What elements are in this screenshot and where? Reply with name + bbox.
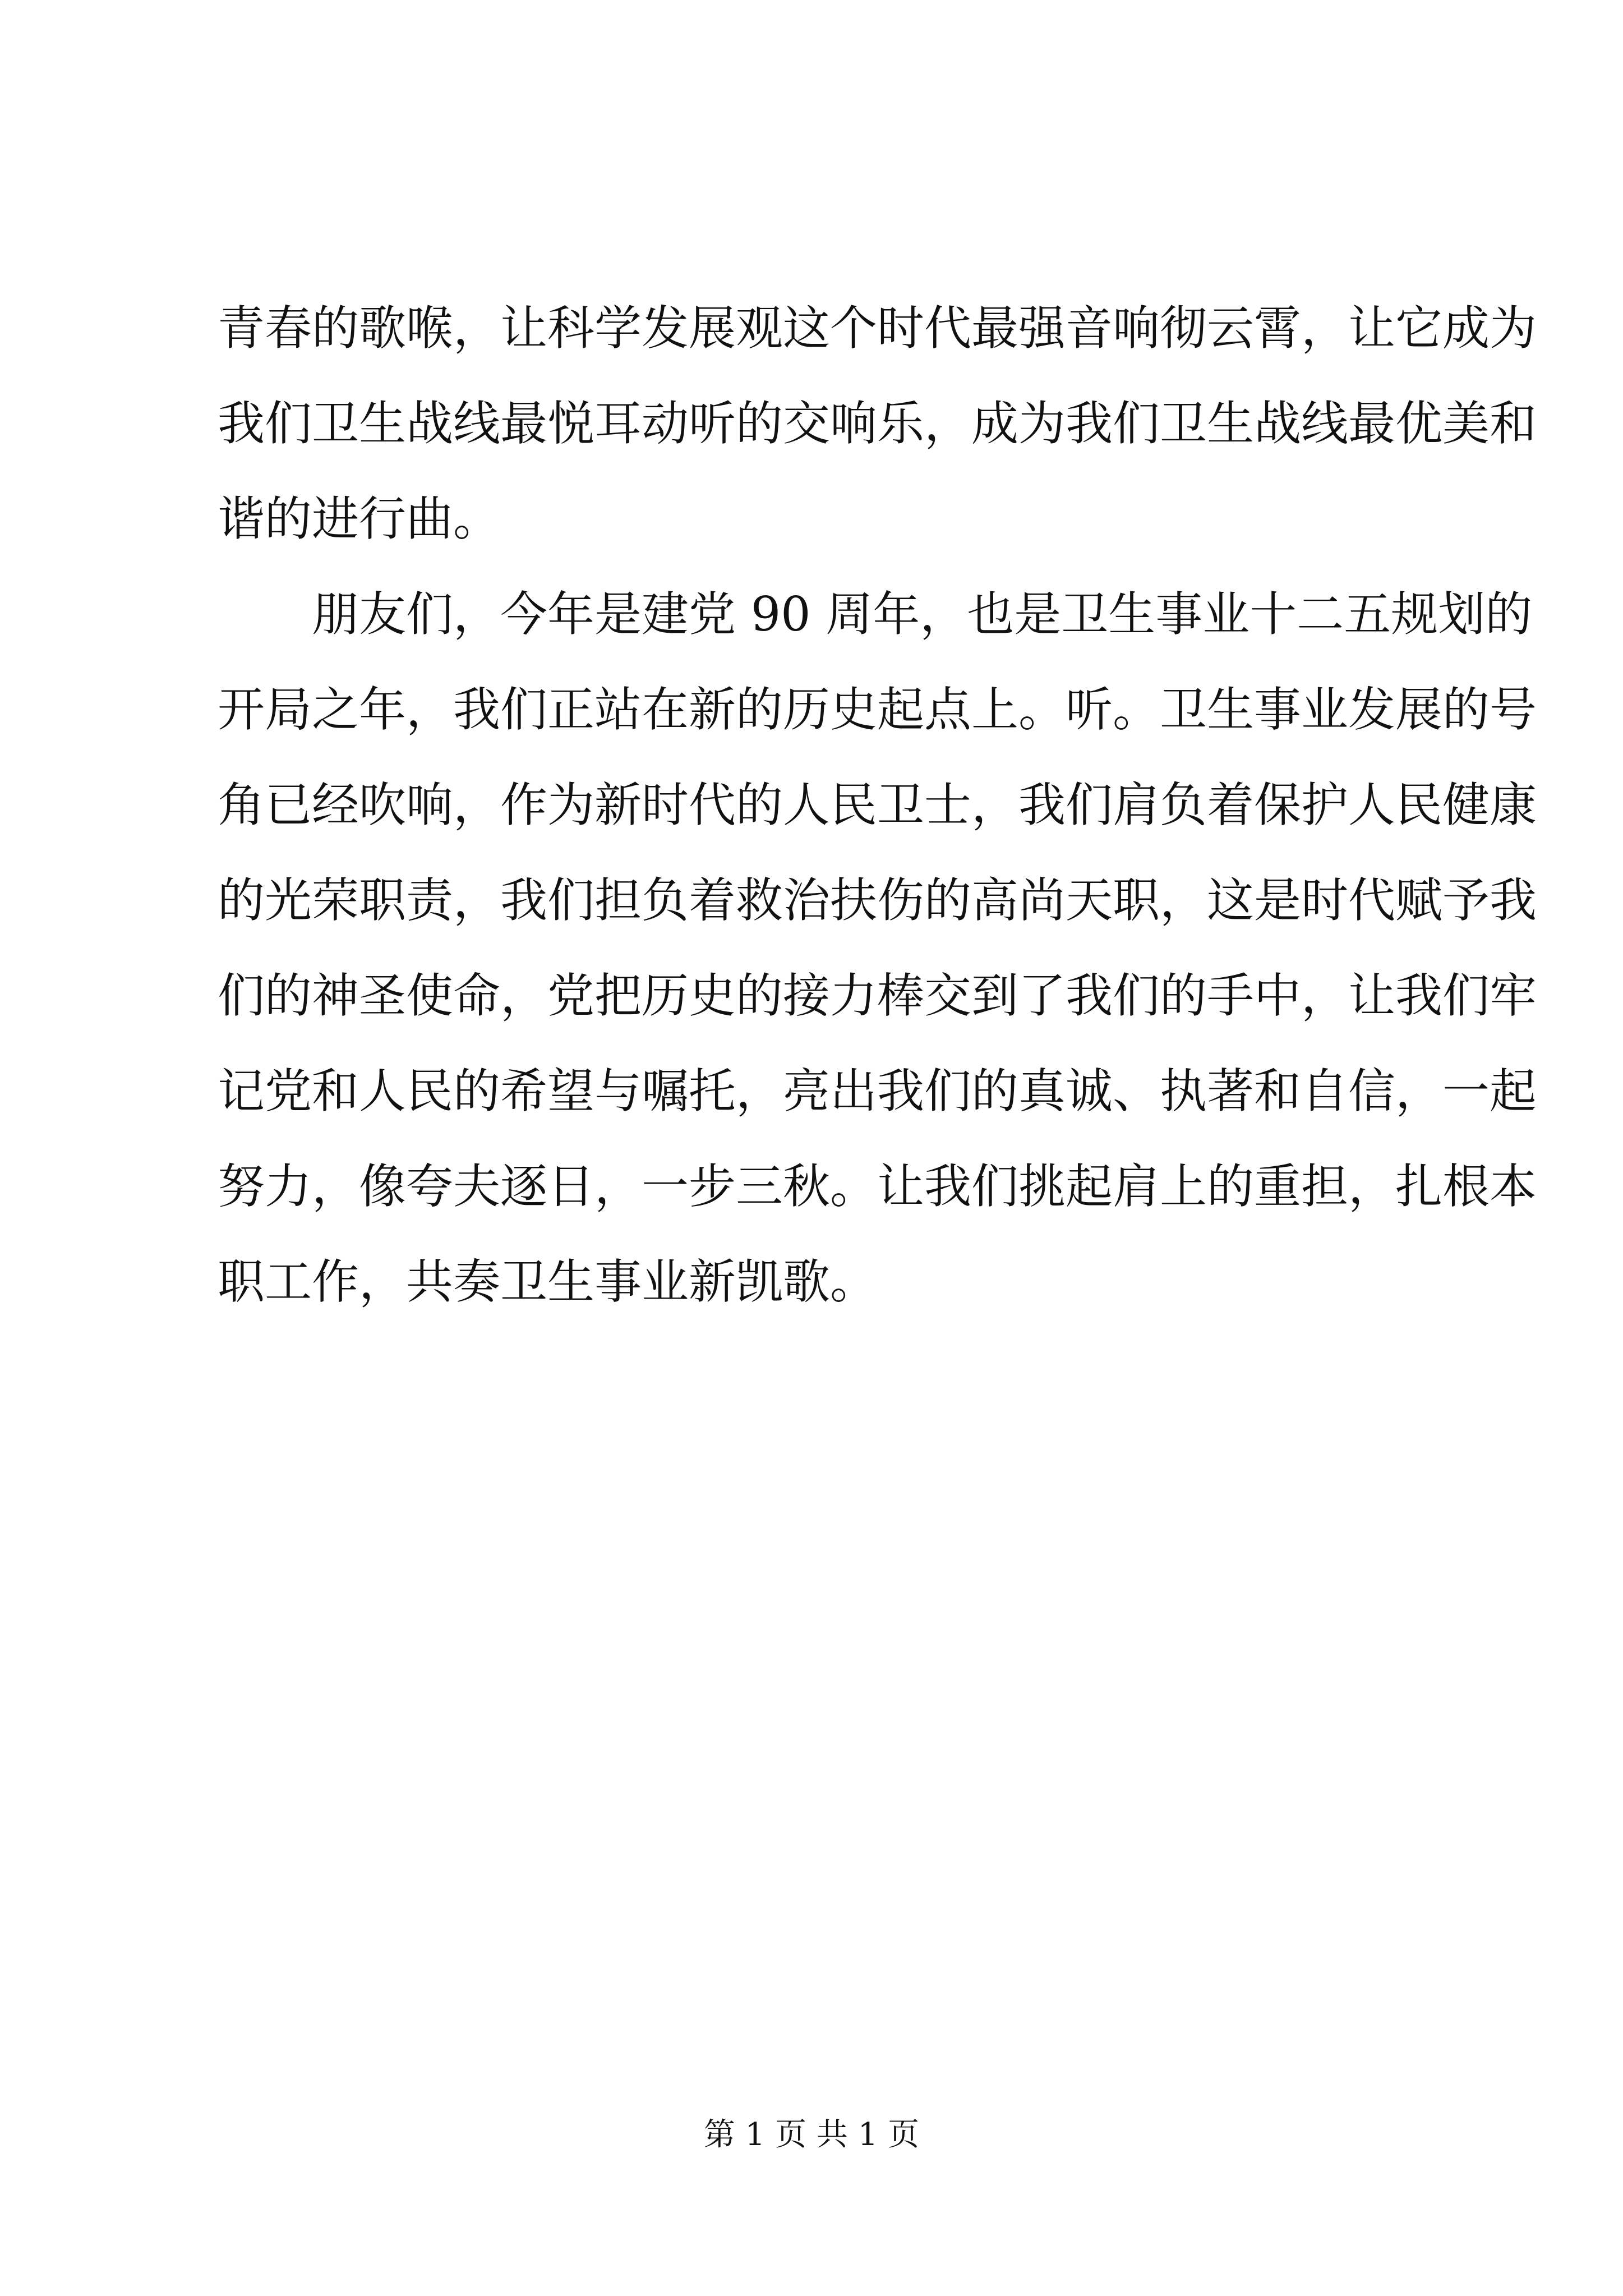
paragraph-line: 青春的歌喉，让科学发展观这个时代最强音响彻云霄，让它成为 <box>218 301 1537 356</box>
body-text <box>218 280 1537 1329</box>
paragraph-line: 开局之年，我们正站在新的历史起点上。听。卫生事业发展的号 <box>218 682 1537 737</box>
paragraph-line: 记党和人民的希望与嘱托，亮出我们的真诚、执著和自信，一起 <box>218 1064 1537 1119</box>
paragraph-line: 我们卫生战线最悦耳动听的交响乐，成为我们卫生战线最优美和 <box>218 396 1537 451</box>
paragraph-line: 职工作，共奏卫生事业新凯歌。 <box>218 1254 878 1309</box>
paragraph-line: 努力，像夸夫逐日，一步三秋。让我们挑起肩上的重担，扎根本 <box>218 1159 1537 1214</box>
paragraph-line: 谐的进行曲。 <box>218 491 501 546</box>
paragraph-1 <box>218 280 1537 567</box>
paragraph-2 <box>218 567 1537 1329</box>
paragraph-line: 角已经吹响，作为新时代的人民卫士，我们肩负着保护人民健康 <box>218 777 1537 832</box>
paragraph-line: 们的神圣使命，党把历史的接力棒交到了我们的手中，让我们牢 <box>218 968 1537 1023</box>
page-footer: 第 1 页 共 1 页 <box>703 2116 920 2153</box>
paragraph-line: 的光荣职责，我们担负着救治扶伤的高尚天职，这是时代赋予我 <box>218 873 1537 928</box>
paragraph-line: 朋友们，今年是建党 90 周年，也是卫生事业十二五规划的 <box>218 587 1533 642</box>
